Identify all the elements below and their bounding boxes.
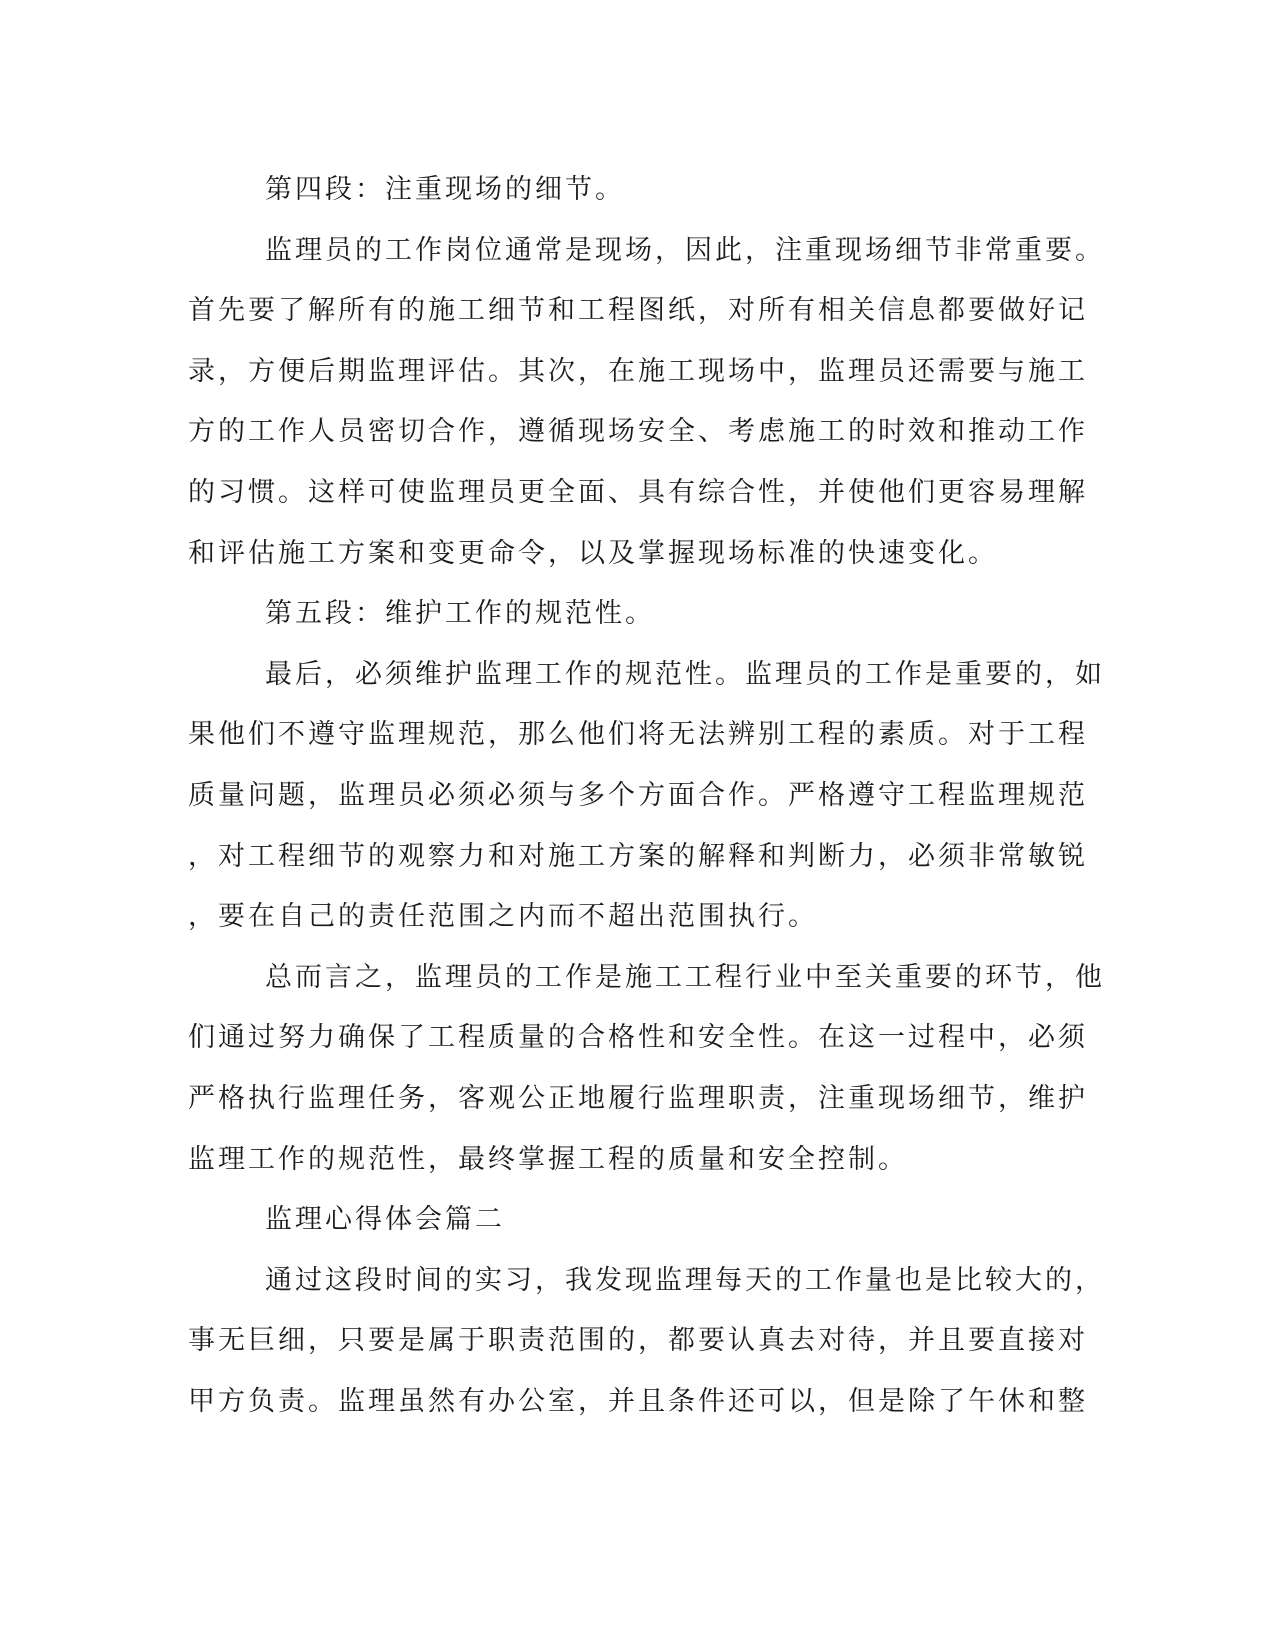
paragraph-line: 总而言之，监理员的工作是施工工程行业中至关重要的环节，他 [265, 961, 1105, 993]
paragraph-line: 监理工作的规范性，最终掌握工程的质量和安全控制。 [188, 1143, 908, 1175]
paragraph-line: 严格执行监理任务，客观公正地履行监理职责，注重现场细节，维护 [188, 1082, 1088, 1114]
paragraph-line: 果他们不遵守监理规范，那么他们将无法辨别工程的素质。对于工程 [188, 719, 1088, 751]
paragraph-line: 监理员的工作岗位通常是现场，因此，注重现场细节非常重要。 [265, 234, 1105, 266]
document-body [188, 160, 1105, 1432]
paragraph-line: 方的工作人员密切合作，遵循现场安全、考虑施工的时效和推动工作 [188, 416, 1088, 448]
paragraph-line: 的习惯。这样可使监理员更全面、具有综合性，并使他们更容易理解 [188, 476, 1088, 508]
paragraph-line: 甲方负责。监理虽然有办公室，并且条件还可以，但是除了午休和整 [188, 1385, 1088, 1417]
paragraph-line: ，对工程细节的观察力和对施工方案的解释和判断力，必须非常敏锐 [188, 840, 1088, 872]
paragraph-line: 们通过努力确保了工程质量的合格性和安全性。在这一过程中，必须 [188, 1022, 1088, 1054]
paragraph-line: 首先要了解所有的施工细节和工程图纸，对所有相关信息都要做好记 [188, 295, 1088, 327]
paragraph-line: 最后，必须维护监理工作的规范性。监理员的工作是重要的，如 [265, 658, 1105, 690]
paragraph-line: 通过这段时间的实习，我发现监理每天的工作量也是比较大的， [265, 1264, 1105, 1296]
paragraph-line: 质量问题，监理员必须必须与多个方面合作。严格遵守工程监理规范 [188, 779, 1088, 811]
article-title: 监理心得体会篇二 [265, 1204, 505, 1236]
paragraph-line: 事无巨细，只要是属于职责范围的，都要认真去对待，并且要直接对 [188, 1325, 1088, 1357]
paragraph-line: 和评估施工方案和变更命令，以及掌握现场标准的快速变化。 [188, 537, 998, 569]
section-heading-5: 第五段：维护工作的规范性。 [265, 598, 655, 630]
section-heading-4: 第四段：注重现场的细节。 [265, 174, 625, 205]
paragraph-line: ，要在自己的责任范围之内而不超出范围执行。 [188, 901, 818, 933]
paragraph-line: 录，方便后期监理评估。其次，在施工现场中，监理员还需要与施工 [188, 355, 1088, 387]
